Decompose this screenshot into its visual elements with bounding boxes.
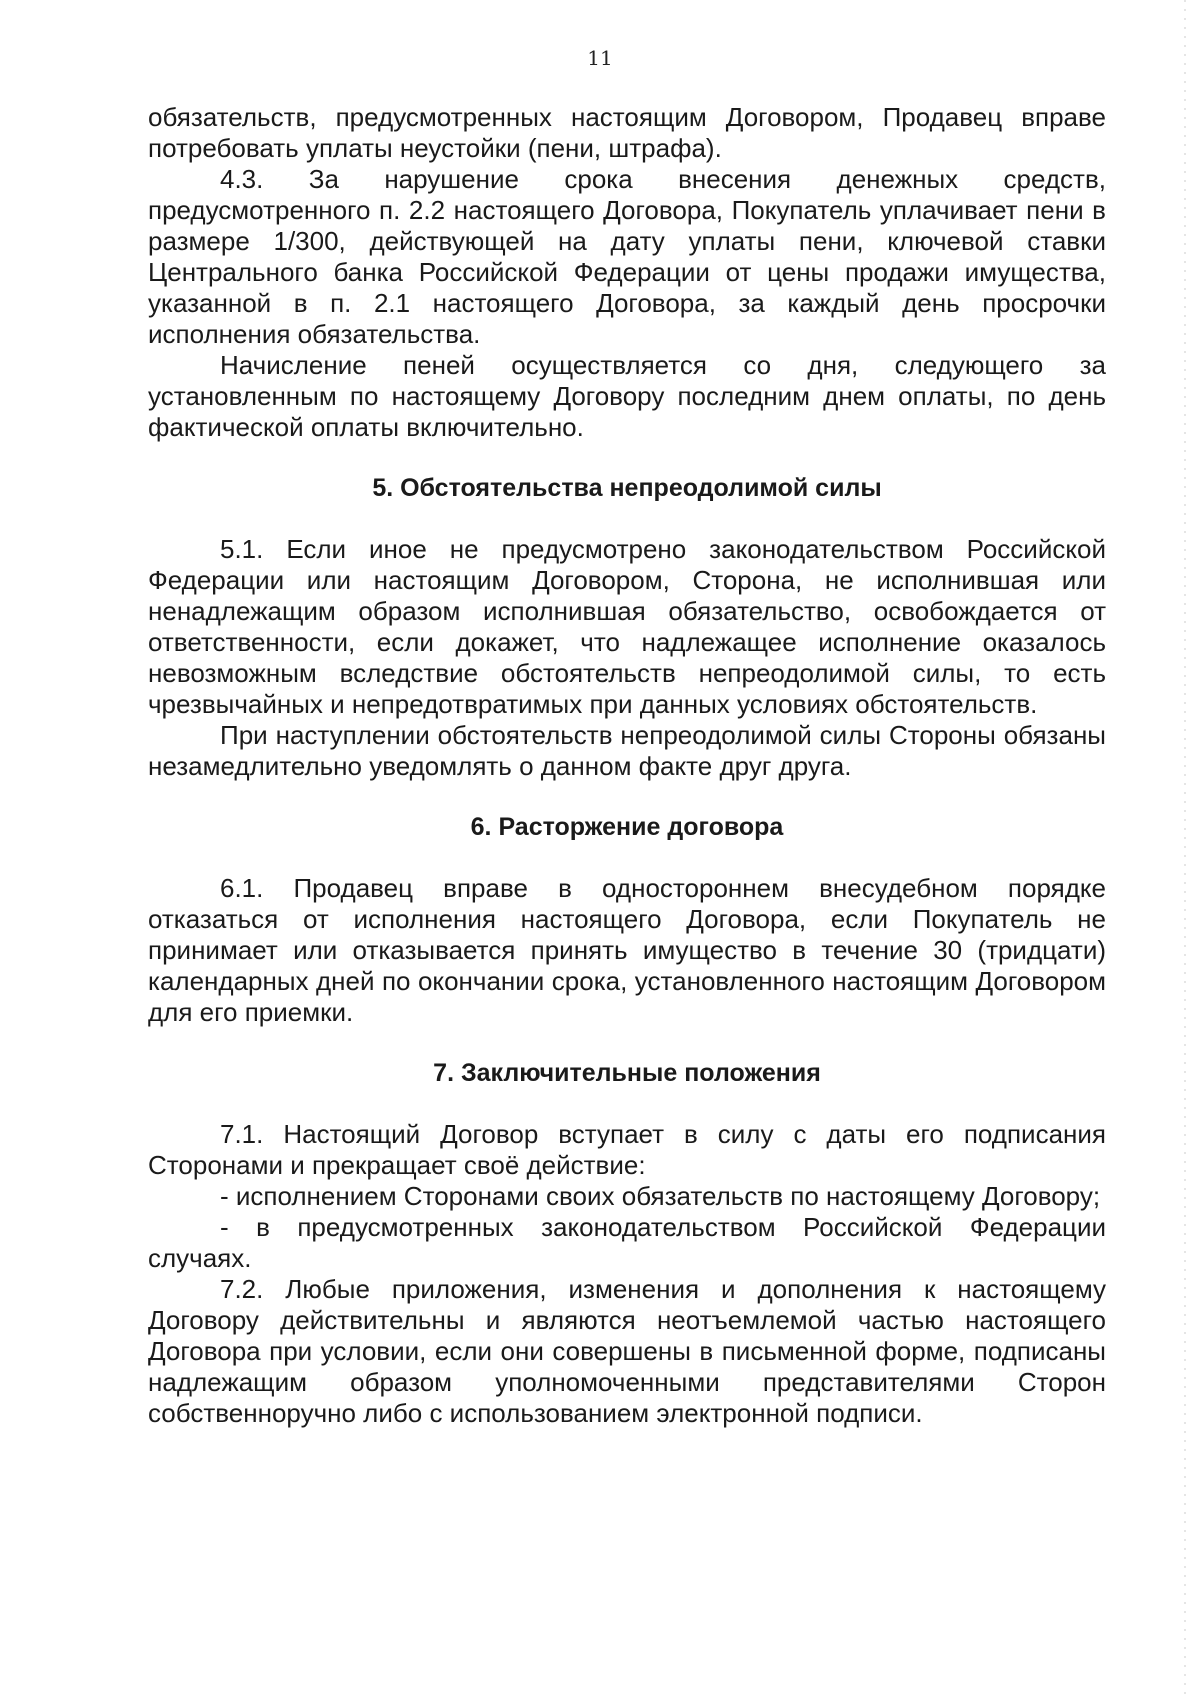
heading-spacer: [148, 782, 1106, 812]
section-heading: 6. Расторжение договора: [470, 813, 784, 841]
paragraph: 7.2. Любые приложения, изменения и дополнения к настоящему Договору действительны и являются неотъемлемой частью настоящего Договора при условии, если они совершены в письменной форме, подписаны надлежащим образом уполномоченными представителями Сторон собственноручно либо с использованием электронной подписи.: [148, 1274, 1106, 1428]
paragraph: 6.1. Продавец вправе в одностороннем внесудебном порядке отказаться от исполнения настоящего Договора, если Покупатель не принимает или отказывается принять имущество в течение 30 (тридцати) календарных дней по окончании срока, установленного настоящим Договором для его приемки.: [148, 873, 1106, 1027]
paragraph: - в предусмотренных законодательством Российской Федерации случаях.: [148, 1212, 1106, 1273]
section-heading: 7. Заключительные положения: [433, 1059, 821, 1087]
paragraph: При наступлении обстоятельств непреодолимой силы Стороны обязаны незамедлительно уведомлять о данном факте друг друга.: [148, 720, 1106, 781]
paragraph: обязательств, предусмотренных настоящим Договором, Продавец вправе потребовать уплаты неустойки (пени, штрафа).: [148, 102, 1106, 163]
paragraph: 5.1. Если иное не предусмотрено законодательством Российской Федерации или настоящим Договором, Сторона, не исполнившая или ненадлежащим образом исполнившая обязательство, освобождается от ответственности, если докажет, что надлежащее исполнение оказалось невозможным вследствие обстоятельств непреодолимой силы, то есть чрезвычайных и непредотвратимых при данных условиях обстоятельств.: [148, 534, 1106, 719]
page-number: 11: [587, 46, 613, 70]
heading-spacer: [148, 1028, 1106, 1058]
document-body: [148, 102, 1106, 1429]
scan-edge-artifact: [1184, 0, 1186, 1696]
section-heading: 5. Обстоятельства непреодолимой силы: [372, 474, 882, 502]
paragraph: Начисление пеней осуществляется со дня, следующего за установленным по настоящему Договору последним днем оплаты, по день фактической оплаты включительно.: [148, 350, 1106, 442]
paragraph: - исполнением Сторонами своих обязательств по настоящему Договору;: [220, 1181, 1101, 1211]
heading-spacer: [148, 1089, 1106, 1119]
heading-spacer: [148, 443, 1106, 473]
paragraph: 4.3. За нарушение срока внесения денежных средств, предусмотренного п. 2.2 настоящего Договора, Покупатель уплачивает пени в размере 1/300, действующей на дату уплаты пени, ключевой ставки Центрального банка Российской Федерации от цены продажи имущества, указанной в п. 2.1 настоящего Договора, за каждый день просрочки исполнения обязательства.: [148, 164, 1106, 349]
heading-spacer: [148, 843, 1106, 873]
heading-spacer: [148, 504, 1106, 534]
paragraph: 7.1. Настоящий Договор вступает в силу с даты его подписания Сторонами и прекращает своё действие:: [148, 1119, 1106, 1180]
